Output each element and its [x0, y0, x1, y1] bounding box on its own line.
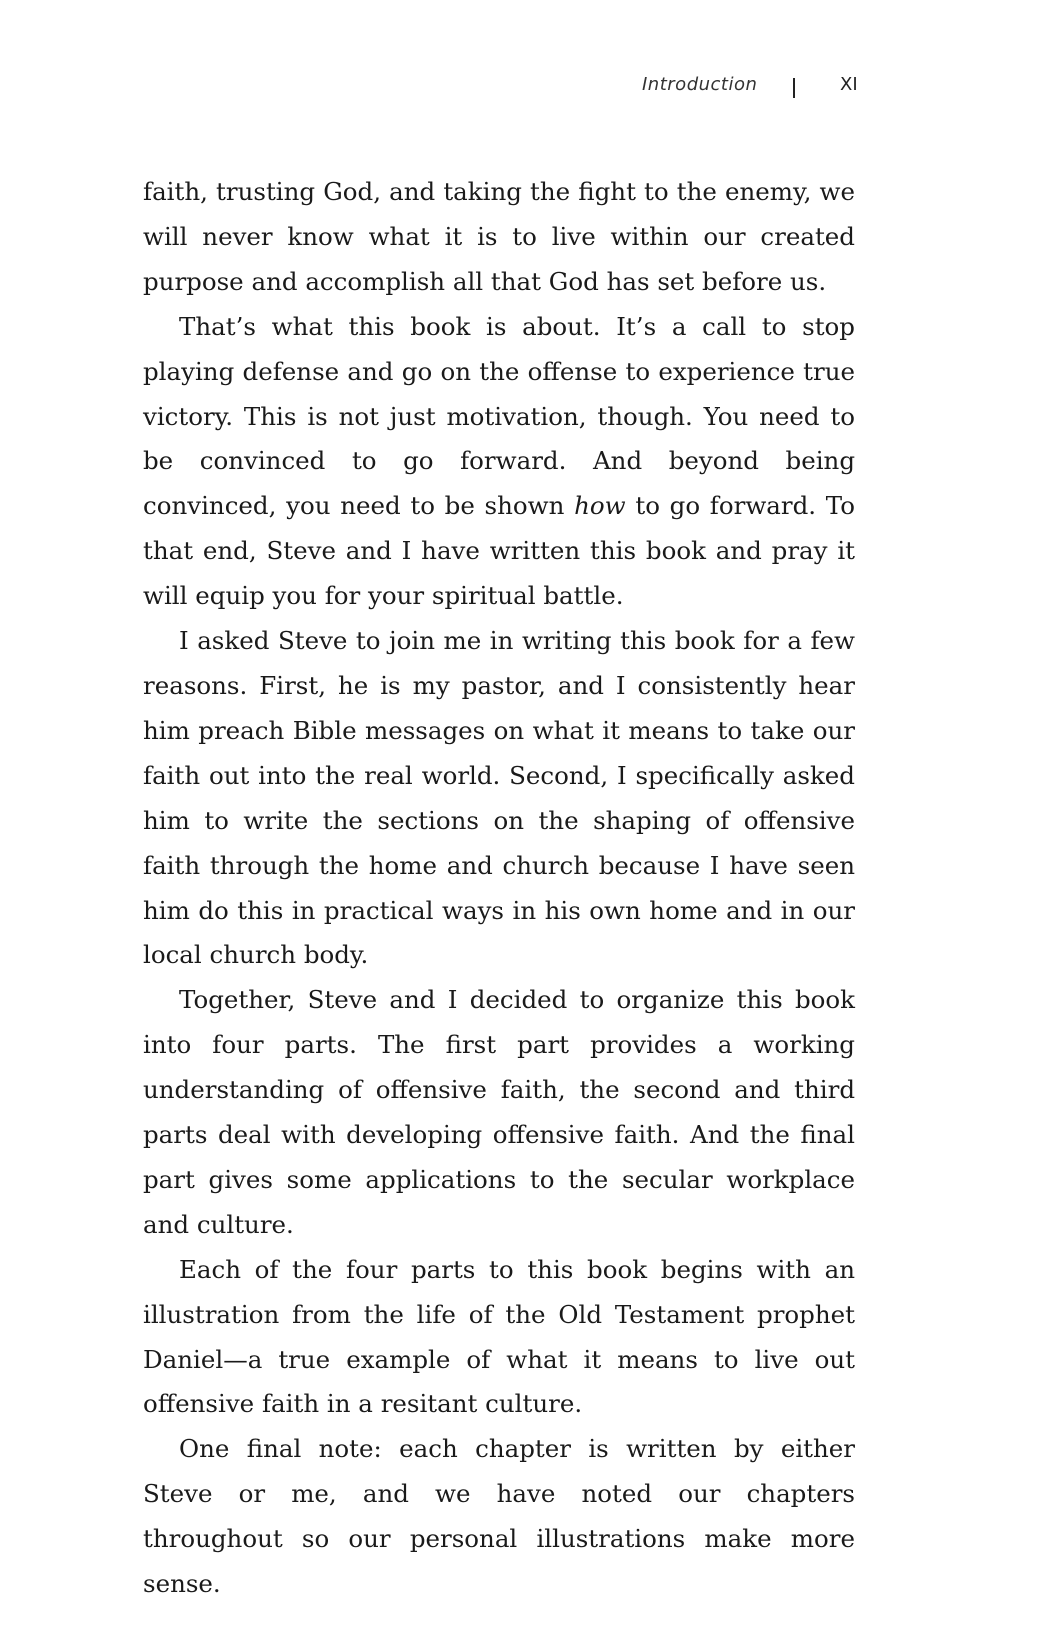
page-header — [0, 72, 1050, 102]
paragraph-4: Together, Steve and I decided to organize this book into four parts. The first part provides a working understanding of offensive faith, the second and third parts deal with developing offensive faith. And the final part gives some applications to the secular workplace and culture. — [143, 985, 855, 1239]
paragraph-3: I asked Steve to join me in writing this book for a few reasons. First, he is my pastor, and I consistently hear him preach Bible messages on what it means to take our faith out into the real world. Second, I specifically asked him to write the sections on the shaping of offensive faith through the home and church because I have seen him do this in practical ways in his own home and in our local church body. — [143, 626, 855, 970]
page-number: XI — [840, 74, 858, 95]
header-separator — [793, 78, 795, 98]
paragraph-2-before: That’s what this book is about. It’s a call to stop playing defense and go on the offense to experience true victory. This is not just motivation, though. You need to be convinced to go forward. And beyond being convinced, you need to be shown — [143, 311, 855, 521]
paragraph-5: Each of the four parts to this book begins with an illustration from the life of the Old Testament prophet Daniel—a true example of what it means to live out offensive faith in a resitant culture. — [143, 1254, 855, 1419]
body-text — [143, 170, 855, 1607]
paragraph-1: faith, trusting God, and taking the fight to the enemy, we will never know what it is to live within our created purpose and accomplish all that God has set before us. — [143, 177, 855, 296]
paragraph-2-after: to go forward. To that end, Steve and I have written this book and pray it will equip you for your spiritual battle. — [143, 491, 855, 611]
paragraph-6: One final note: each chapter is written by either Steve or me, and we have noted our chapters throughout so our personal illustrations make more sense. — [143, 1434, 855, 1599]
paragraph-2 — [143, 305, 855, 619]
running-head: Introduction — [642, 74, 758, 95]
paragraph-2-italic: how — [574, 491, 626, 521]
